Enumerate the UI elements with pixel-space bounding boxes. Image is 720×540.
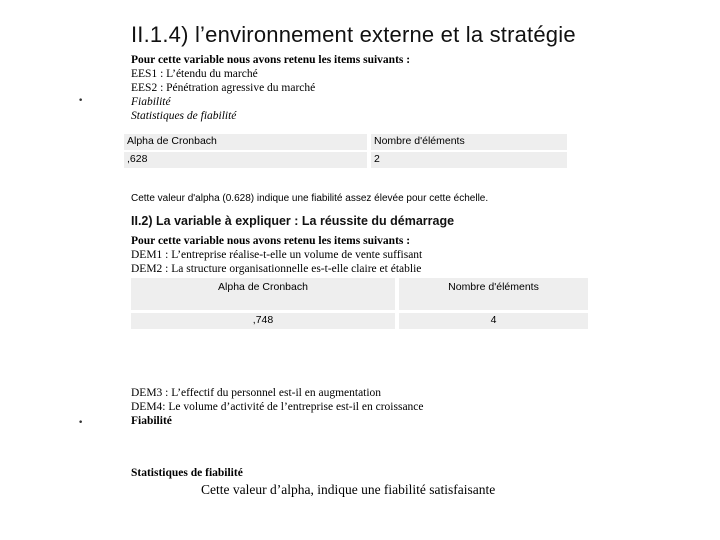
- bullet-2: •: [78, 418, 84, 428]
- table1-header-count: [371, 134, 567, 150]
- table2-header-alpha-label: Alpha de Cronbach: [218, 281, 308, 293]
- table2-value-alpha-text: ,748: [252, 314, 274, 326]
- section2-item-dem3: DEM3 : L’effectif du personnel est-il en augmentation: [131, 387, 382, 399]
- table2-value-alpha: [131, 313, 395, 329]
- page-title: II.1.4) l’environnement externe et la stratégie: [131, 22, 576, 47]
- table2-header-count: [399, 278, 588, 310]
- section2-item-dem1: DEM1 : L’entreprise réalise-t-elle un volume de vente suffisant: [131, 249, 423, 261]
- table1-value-count-text: 2: [374, 153, 380, 165]
- table2-header-alpha: [131, 278, 395, 310]
- section1-comment: Cette valeur d'alpha (0.628) indique une fiabilité assez élevée pour cette échelle.: [131, 193, 489, 204]
- table2-value-count-text: 4: [490, 314, 497, 326]
- table2-header-count-label: Nombre d'éléments: [448, 281, 539, 293]
- table2-value-count: [399, 313, 588, 329]
- table1-header-count-label: Nombre d'éléments: [374, 135, 465, 147]
- section1-stats-heading: Statistiques de fiabilité: [131, 110, 237, 122]
- bullet-1: •: [78, 96, 84, 106]
- section1-intro: Pour cette variable nous avons retenu les items suivants :: [131, 54, 411, 66]
- section2-item-dem2: DEM2 : La structure organisationnelle es-t-elle claire et établie: [131, 263, 422, 275]
- section2-item-dem4: DEM4: Le volume d’activité de l’entreprise est-il en croissance: [131, 401, 424, 413]
- section1-item-ees1: EES1 : L’étendu du marché: [131, 68, 258, 80]
- table1-value-count: [371, 152, 567, 168]
- section2-stats-heading: Statistiques de fiabilité: [131, 467, 243, 479]
- section2-intro: Pour cette variable nous avons retenu les items suivants :: [131, 235, 411, 247]
- section2-heading: II.2) La variable à expliquer : La réussite du démarrage: [131, 214, 455, 228]
- table1-header-alpha: [124, 134, 367, 150]
- section1-item-ees2: EES2 : Pénétration agressive du marché: [131, 82, 316, 94]
- section2-fiabilite: Fiabilité: [131, 415, 172, 427]
- table1-header-alpha-label: Alpha de Cronbach: [127, 135, 217, 147]
- table1-value-alpha-text: ,628: [127, 153, 148, 165]
- section2-conclusion: Cette valeur d’alpha, indique une fiabilité satisfaisante: [201, 482, 496, 497]
- table1-value-alpha: [124, 152, 367, 168]
- section1-fiabilite: Fiabilité: [131, 96, 171, 108]
